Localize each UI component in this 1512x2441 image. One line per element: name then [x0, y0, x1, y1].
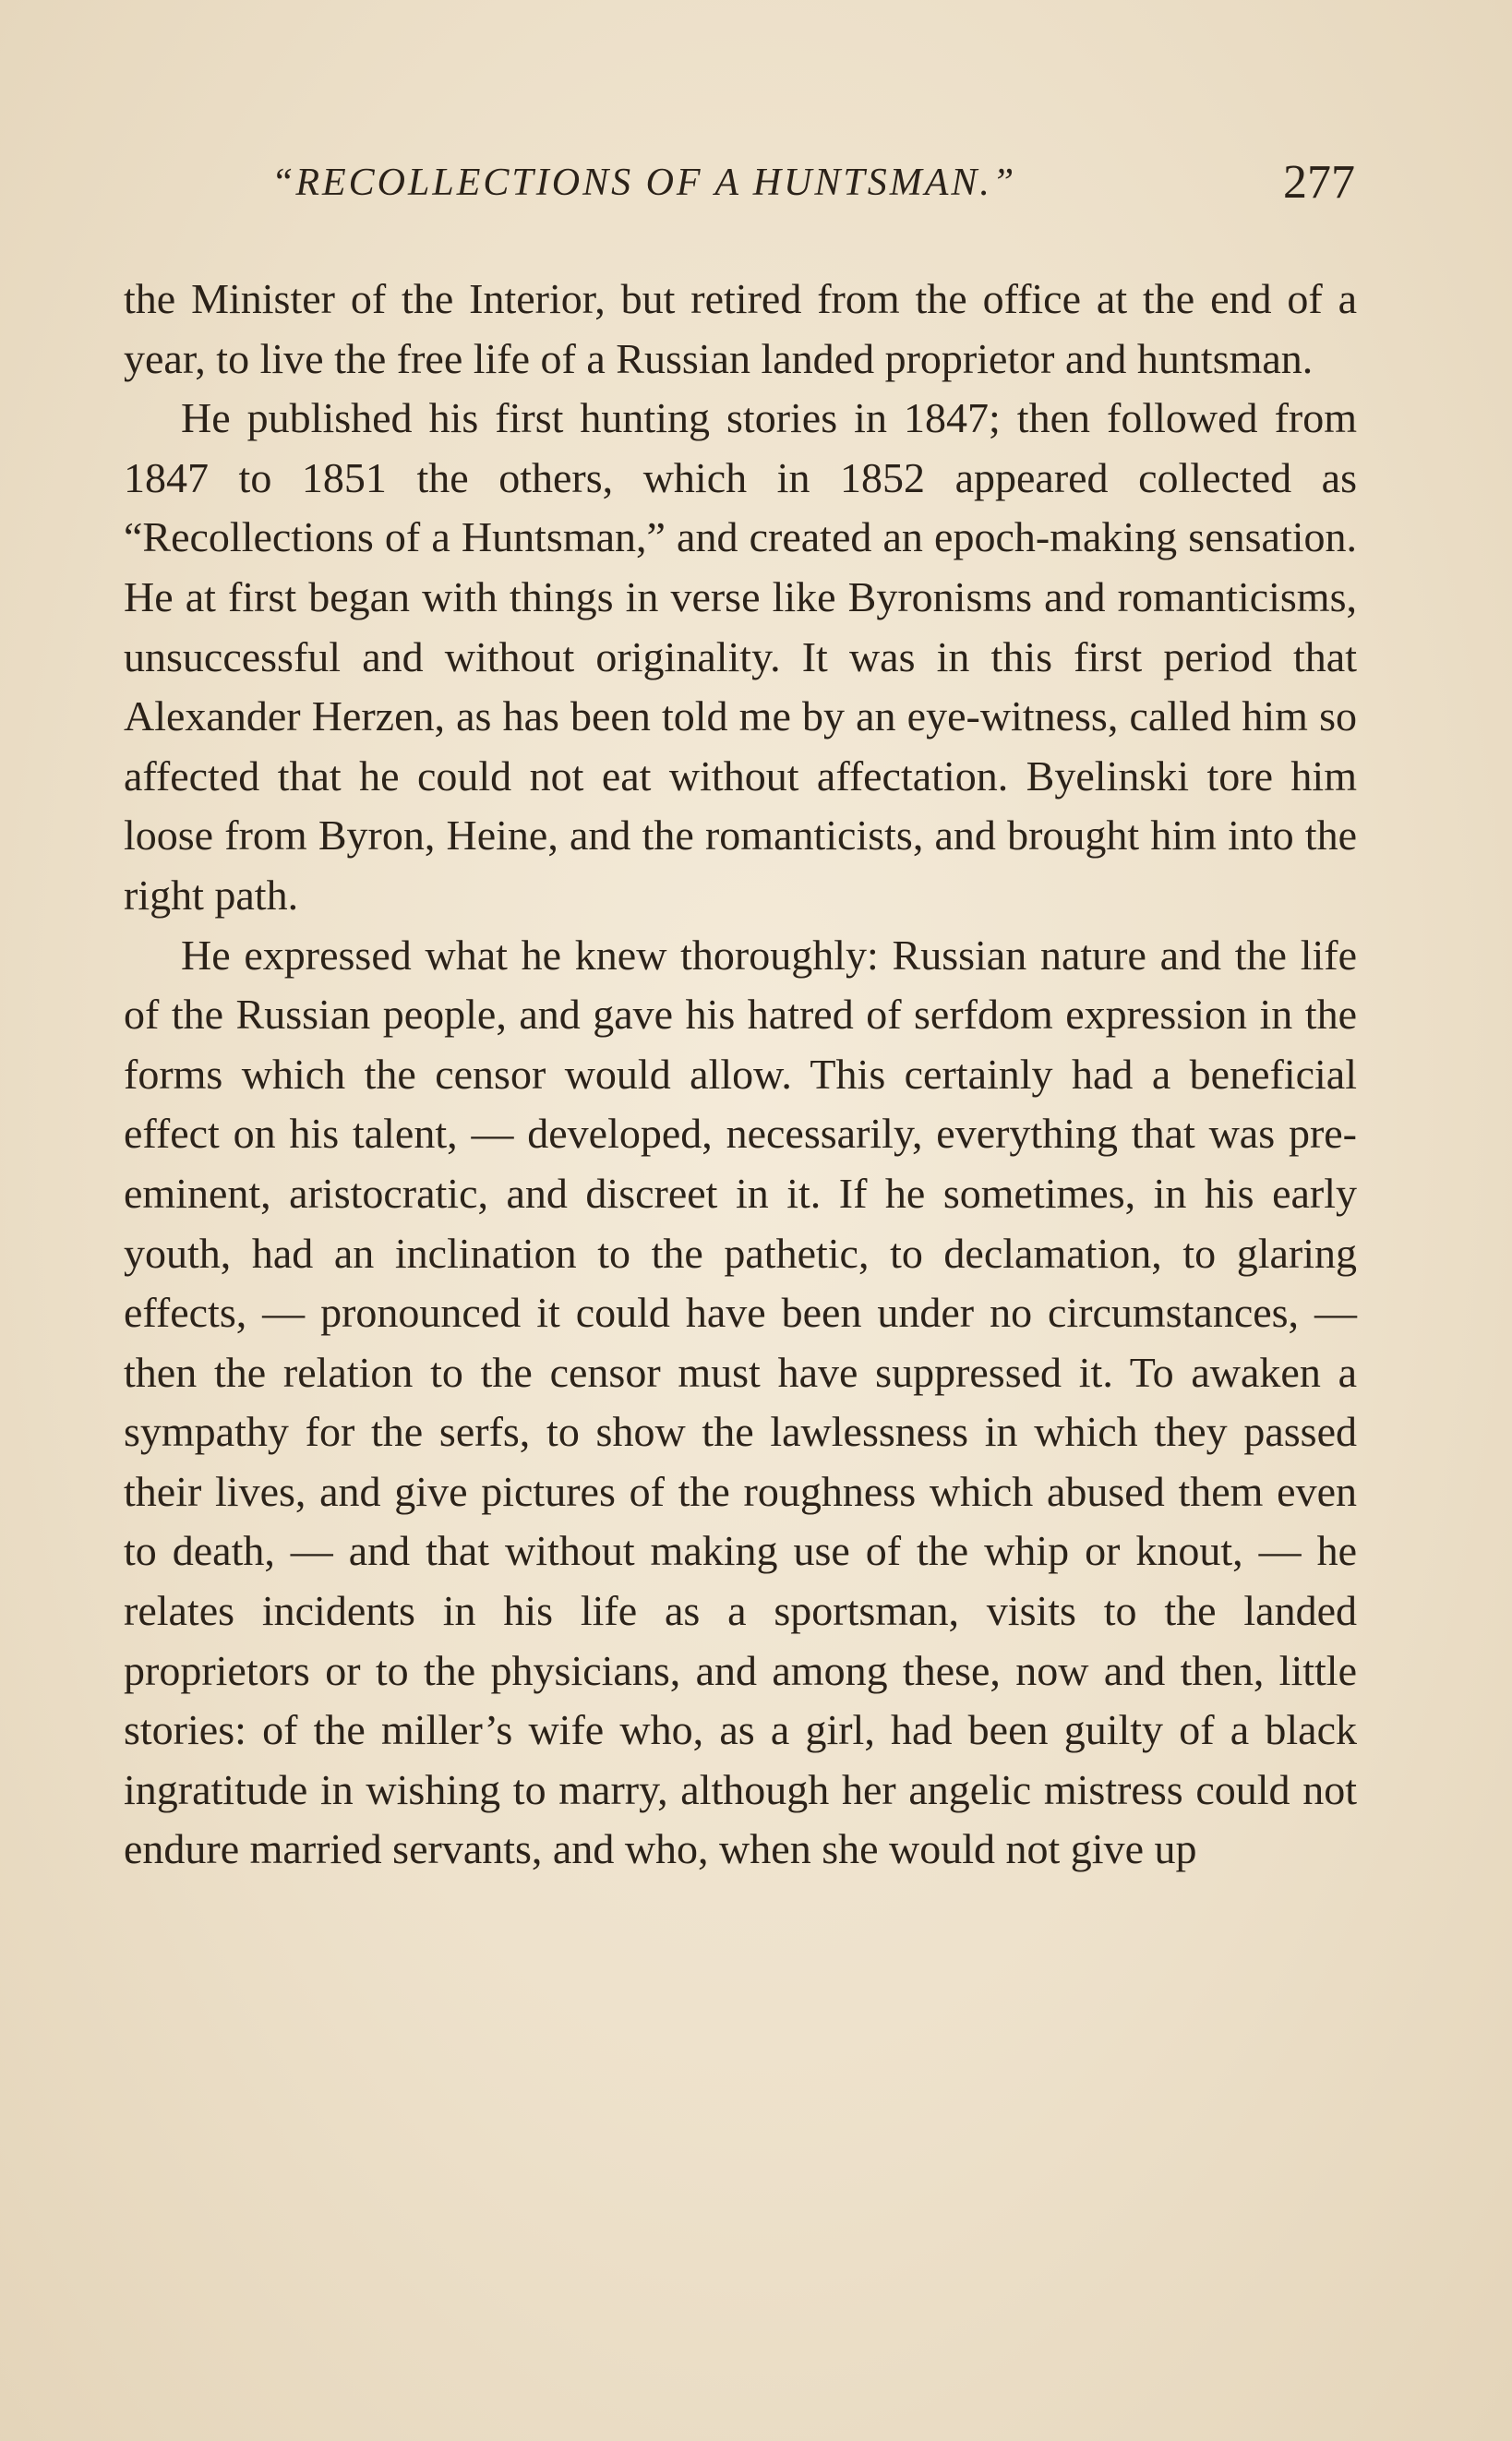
paragraph: He expressed what he knew thoroughly: Russian nature and the life of the Russian people, and gave his hatred of serfdom expression in the forms which the censor would allow. This certainly had a beneficial effect on his talent, — developed, necessarily, everything that was pre-eminent, aristocratic, and discreet in it. If he sometimes, in his early youth, had an inclination to the pathetic, to declamation, to glaring effects, — pronounced it could have been under no circumstances, — then the relation to the censor must have suppressed it. To awaken a sympathy for the serfs, to show the lawlessness in which they passed their lives, and give pictures of the roughness which abused them even to death, — and that without making use of the whip or knout, — he relates incidents in his life as a sportsman, visits to the landed proprietors or to the physicians, and among these, now and then, little stories: of the miller’s wife who, as a girl, had been guilty of a black ingratitude in wishing to marry, although her angelic mistress could not endure married servants, and who, when she would not give up — [124, 931, 1357, 1873]
paragraph-continued: the Minister of the Interior, but retired from the office at the end of a year, to live the free life of a Russian landed proprietor and huntsman. — [124, 275, 1357, 382]
running-head — [124, 155, 1357, 220]
running-title: “RECOLLECTIONS OF A HUNTSMAN.” — [271, 162, 1017, 204]
paragraph: He published his first hunting stories in 1847; then followed from 1847 to 1851 the others, which in 1852 appeared collected as “Recollections of a Huntsman,” and created an epoch-making sensation. He at first began with things in verse like Byronisms and romanticisms, unsuccessful and without originality. It was in this first period that Alexander Herzen, as has been told me by an eye-witness, called him so affected that he could not eat without affectation. Byelinski tore him loose from Byron, Heine, and the romanticists, and brought him into the right path. — [124, 394, 1357, 919]
page-number: 277 — [1283, 156, 1355, 209]
body-text — [124, 270, 1357, 1880]
